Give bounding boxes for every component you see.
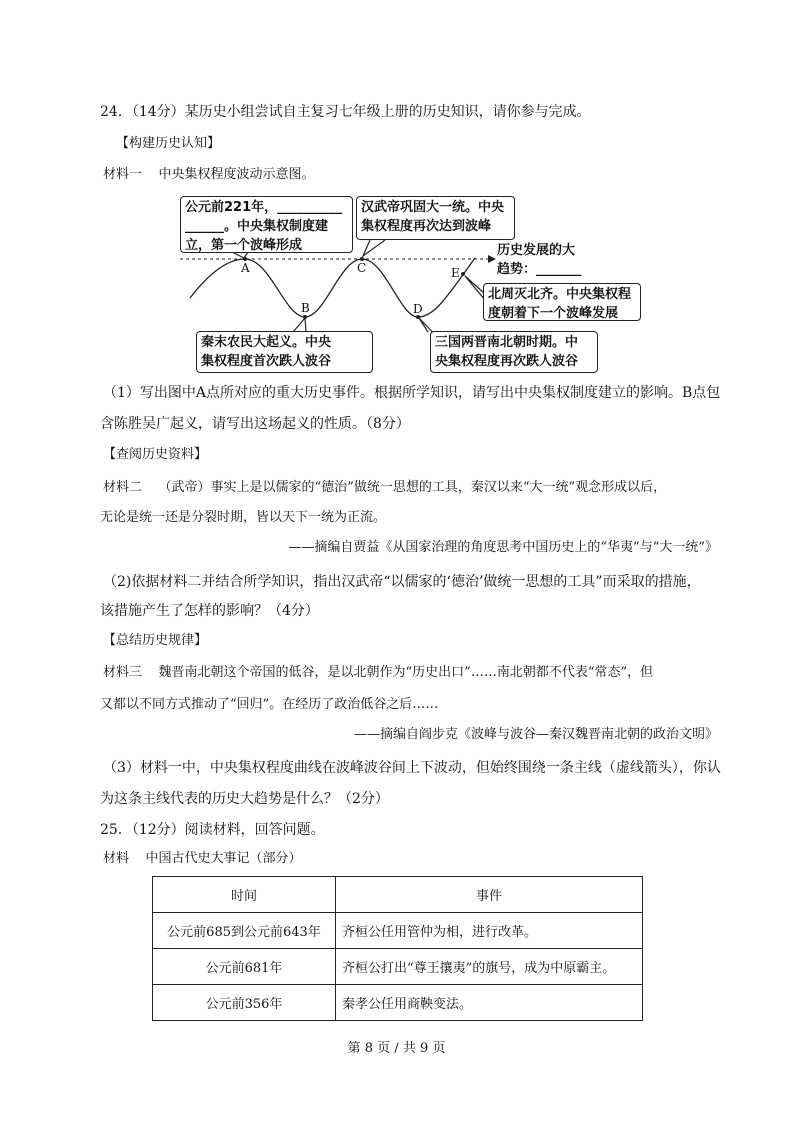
callout-c: 汉武帝巩固大一统。中央 集权程度再次达到波峰 bbox=[356, 196, 515, 240]
section-heading: 【总结历史规律】 bbox=[103, 633, 208, 648]
page-footer: 第 8 页 / 共 9 页 bbox=[347, 1041, 446, 1056]
material-2-line2: 无论是统一还是分裂时期，皆以天下一统为正流。 bbox=[100, 510, 387, 525]
table-row: 公元前681年 齐桓公打出“尊王攘夷”的旗号，成为中原霸主。 bbox=[153, 949, 643, 985]
callout-d: 三国两晋南北朝时期。中 央集权程度再次跌人波谷 bbox=[430, 331, 598, 373]
callout-e: 北周灭北齐。中央集权程 度朝着下一个波峰发展 bbox=[483, 283, 641, 321]
q24-title: 24．（14分）某历史小组尝试自主复习七年级上册的历史知识，请你参与完成。 bbox=[100, 104, 591, 120]
material-2-source: ——摘编自贾益《从国家治理的角度思考中国历史上的“华夷”与“大一统”》 bbox=[288, 540, 718, 555]
material-1-label: 材料一 中央集权程度波动示意图。 bbox=[103, 167, 315, 182]
point-a: A bbox=[241, 261, 250, 275]
point-e: E bbox=[451, 266, 460, 280]
q25-material-label: 材料 中国古代史大事记（部分） bbox=[103, 851, 302, 866]
material-3-line1: 材料三 魏晋南北朝这个帝国的低谷，是以北朝作为“历史出口”……南北朝都不代表“常态”，但 bbox=[103, 665, 654, 680]
trend-label: 历史发展的大 趋势：_______ bbox=[497, 243, 582, 277]
q24-part3-line2: 为这条主线代表的历史大趋势是什么？（2分） bbox=[100, 791, 389, 807]
callout-a: 公元前221年，__________ ______。中央集权制度建 立，第一个波峰形成 bbox=[180, 196, 353, 253]
q24-part2-line1: （2)依据材料二并结合所学知识，指出汉武帝“以儒家的‘德治’做统一思想的工具”而采取的措施， bbox=[103, 574, 701, 590]
q24-part1-line2: 含陈胜吴广起义，请写出这场起义的性质。（8分） bbox=[100, 416, 410, 432]
events-table bbox=[152, 876, 643, 1021]
point-c: C bbox=[357, 261, 367, 275]
material-3-source: ——摘编自阎步克《波峰与波谷—秦汉魏晋南北朝的政治文明》 bbox=[353, 727, 718, 742]
q24-part1-line1: （1）写出图中A点所对应的重大历史事件。根据所学知识，请写出中央集权制度建立的影响。B点包 bbox=[103, 385, 721, 401]
q25-title: 25．（12分）阅读材料，回答问题。 bbox=[100, 822, 325, 838]
material-2-line1: 材料二 （武帝）事实上是以儒家的“德治”做统一思想的工具，秦汉以来“大一统”观念形成以后， bbox=[103, 480, 667, 495]
section-heading: 【查阅历史资料】 bbox=[103, 447, 208, 462]
callout-b: 秦末农民大起义。中央 集权程度首次跌人波谷 bbox=[196, 331, 373, 373]
table-header-row: 时间 事件 bbox=[153, 877, 643, 913]
point-b: B bbox=[301, 301, 310, 315]
q24-part3-line1: （3）材料一中，中央集权程度曲线在波峰波谷间上下波动，但始终围绕一条主线（虚线箭头），你认 bbox=[103, 760, 721, 776]
point-d: D bbox=[413, 302, 423, 316]
q24-part2-line2: 该措施产生了怎样的影响？（4分） bbox=[100, 603, 319, 619]
section-heading: 【构建历史认知】 bbox=[116, 136, 221, 151]
material-3-line2: 又都以不同方式推动了“回归”。在经历了政治低谷之后…… bbox=[100, 697, 439, 712]
table-row: 公元前356年 秦孝公任用商鞅变法。 bbox=[153, 985, 643, 1021]
table-row: 公元前685到公元前643年 齐桓公任用管仲为相，进行改革。 bbox=[153, 913, 643, 949]
